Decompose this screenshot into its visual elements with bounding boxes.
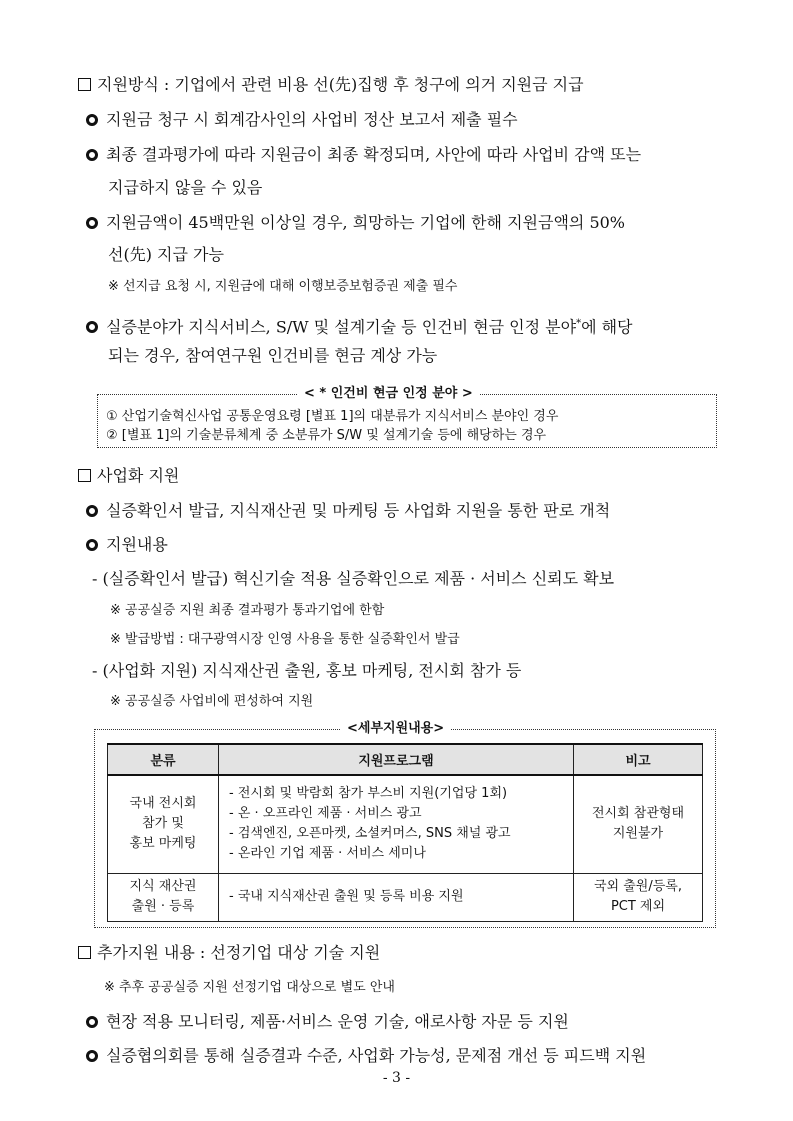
- header-category: 분류: [108, 744, 219, 775]
- labor-cost-box-title: < * 인건비 현금 인정 분야 >: [298, 386, 479, 402]
- dash-item: - (실증확인서 발급) 혁신기술 적용 실증확인으로 제품 · 서비스 신뢰도 확보: [92, 569, 615, 588]
- remarks-cell: 국외 출원/등록, PCT 제외: [574, 873, 703, 921]
- circle-bullet-icon: [86, 1050, 98, 1062]
- bullet-item: 실증확인서 발급, 지식재산권 및 마케팅 등 사업화 지원을 통한 판로 개척: [86, 501, 610, 521]
- circle-bullet-icon: [86, 1016, 98, 1028]
- bullet-item: 현장 적용 모니터링, 제품·서비스 운영 기술, 애로사항 자문 등 지원: [86, 1012, 569, 1032]
- circle-bullet-icon: [86, 149, 98, 161]
- box-line: ① 산업기술혁신사업 공통운영요령 [별표 1]의 대분류가 지식서비스 분야인 경우: [106, 409, 559, 424]
- remarks-cell: 전시회 참관형태 지원불가: [574, 775, 703, 873]
- dash-item: - (사업화 지원) 지식재산권 출원, 홍보 마케팅, 전시회 참가 등: [92, 661, 522, 680]
- table-row: [108, 775, 703, 873]
- square-bullet-icon: [78, 469, 91, 482]
- header-remarks: 비고: [574, 744, 703, 775]
- category-cell: 지식 재산권 출원 · 등록: [108, 873, 219, 921]
- page-number: - 3 -: [382, 1070, 411, 1086]
- bullet-continuation: 지급하지 않을 수 있음: [108, 178, 263, 197]
- labor-cost-box: [97, 386, 717, 448]
- detail-support-table: [107, 743, 703, 922]
- bullet-item: 지원금액이 45백만원 이상일 경우, 희망하는 기업에 한해 지원금액의 50%: [86, 213, 625, 233]
- section-heading-support-method: 지원방식 : 기업에서 관련 비용 선(先)집행 후 청구에 의거 지원금 지급: [78, 75, 584, 95]
- section-heading-commercialization: 사업화 지원: [78, 466, 179, 486]
- circle-bullet-icon: [86, 114, 98, 126]
- note-line: ※ 공공실증 지원 최종 결과평가 통과기업에 한함: [110, 603, 385, 618]
- bullet-item: 지원금 청구 시 회계감사인의 사업비 정산 보고서 제출 필수: [86, 110, 518, 130]
- note-line: ※ 공공실증 사업비에 편성하여 지원: [110, 694, 314, 709]
- circle-bullet-icon: [86, 505, 98, 517]
- bullet-item: 실증분야가 지식서비스, S/W 및 설계기술 등 인건비 현금 인정 분야*에 해당: [86, 314, 633, 337]
- note-line: ※ 추후 공공실증 지원 선정기업 대상으로 별도 안내: [104, 980, 395, 995]
- circle-bullet-icon: [86, 539, 98, 551]
- circle-bullet-icon: [86, 321, 98, 333]
- program-cell: - 국내 지식재산권 출원 및 등록 비용 지원: [219, 873, 574, 921]
- circle-bullet-icon: [86, 217, 98, 229]
- detail-support-box-title: <세부지원내용>: [341, 721, 450, 737]
- bullet-item: 최종 결과평가에 따라 지원금이 최종 확정되며, 사안에 따라 사업비 감액 또는: [86, 145, 641, 165]
- bullet-item: 지원내용: [86, 535, 168, 555]
- note-line: ※ 발급방법 : 대구광역시장 인영 사용을 통한 실증확인서 발급: [110, 632, 460, 647]
- program-cell: - 전시회 및 박람회 참가 부스비 지원(기업당 1회) - 온 · 오프라인 제품 · 서비스 광고 - 검색엔진, 오픈마켓, 소셜커머스, SNS 채널 광고 - 온라인 기업 제품 · 서비스 세미나: [219, 775, 574, 873]
- bullet-continuation: 선(先) 지급 가능: [108, 245, 224, 264]
- bullet-item: 실증협의회를 통해 실증결과 수준, 사업화 가능성, 문제점 개선 등 피드백 지원: [86, 1046, 646, 1066]
- square-bullet-icon: [78, 946, 91, 959]
- box-line: ② [별표 1]의 기술분류체계 중 소분류가 S/W 및 설계기술 등에 해당하는 경우: [106, 428, 547, 443]
- header-program: 지원프로그램: [219, 744, 574, 775]
- bullet-continuation: 되는 경우, 참여연구원 인건비를 현금 계상 가능: [108, 346, 438, 365]
- table-header-row: [108, 744, 703, 775]
- square-bullet-icon: [78, 78, 91, 91]
- note-line: ※ 선지급 요청 시, 지원금에 대해 이행보증보험증권 제출 필수: [108, 279, 458, 294]
- table-row: [108, 873, 703, 921]
- section-heading-additional-support: 추가지원 내용 : 선정기업 대상 기술 지원: [78, 943, 380, 963]
- category-cell: 국내 전시회 참가 및 홍보 마케팅: [108, 775, 219, 873]
